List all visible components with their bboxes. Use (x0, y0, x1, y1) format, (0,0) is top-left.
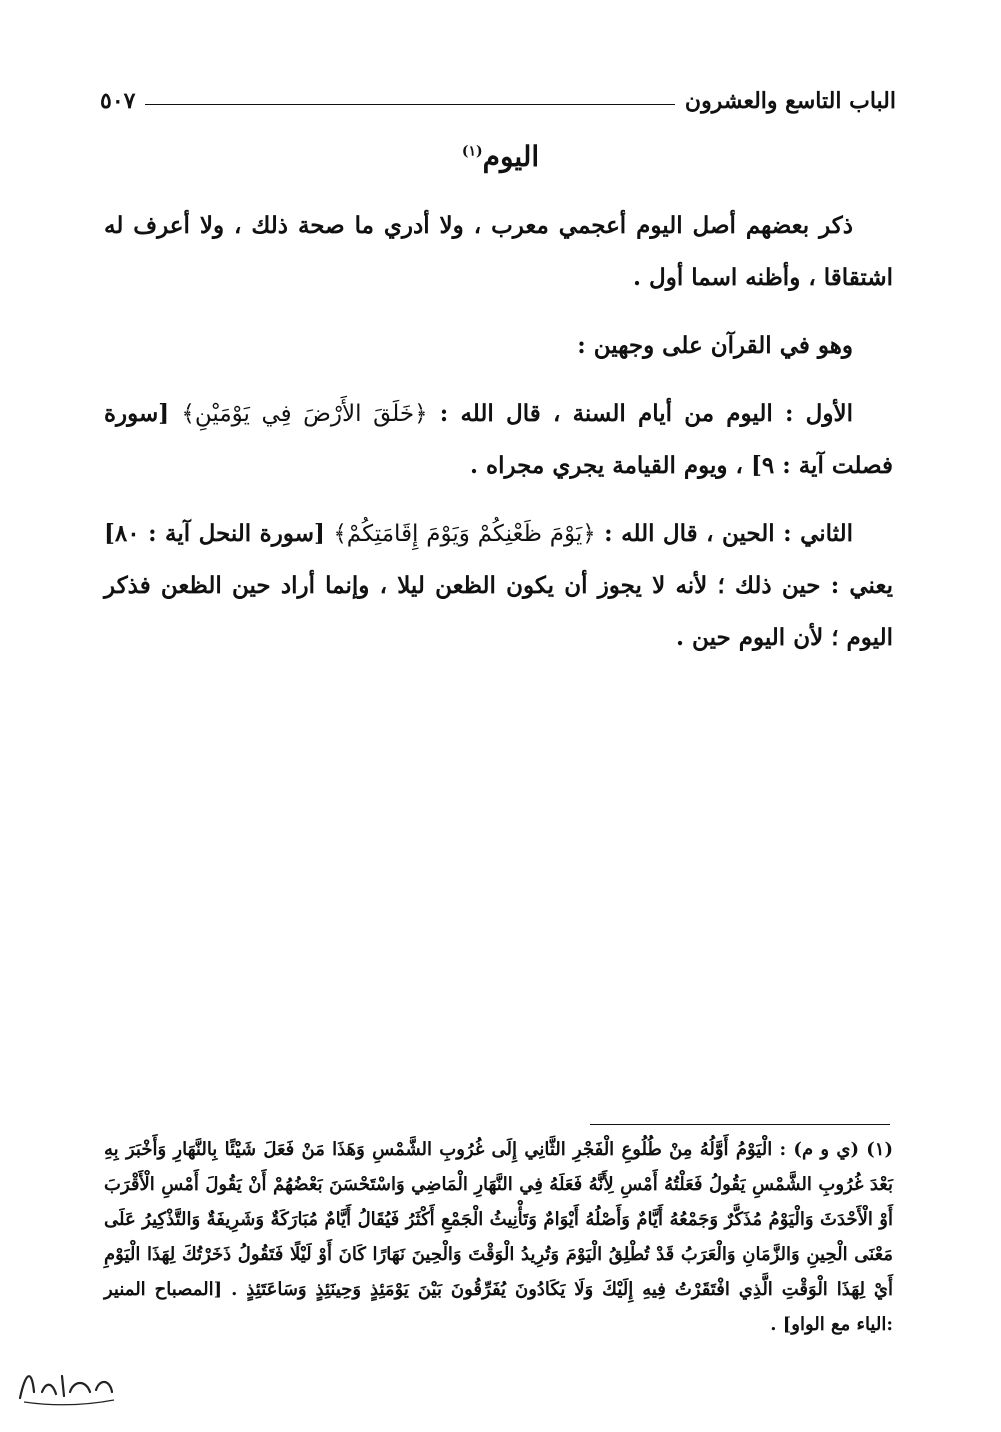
footnote (104, 1132, 893, 1342)
page-number: ٥٠٧ (100, 88, 136, 114)
paragraph-intro (104, 200, 893, 304)
entry-title-text: اليوم (482, 140, 540, 173)
entry-title (0, 140, 1001, 173)
paragraph-first-meaning (104, 388, 893, 492)
footnote-marker: (١) (461, 143, 483, 160)
footnote-rule (590, 1124, 890, 1125)
meaning-lead: الأول (805, 400, 853, 427)
body-text (104, 200, 893, 680)
quran-quote: ﴿خَلَقَ الأَرْضَ فِي يَوْمَيْنِ﴾ (181, 401, 428, 427)
paragraph-aspects (104, 320, 893, 372)
meaning-lead: الثاني (800, 520, 853, 547)
quran-quote: ﴿يَوْمَ ظَعْنِكُمْ وَيَوْمَ إِقَامَتِكُمْ﴾ (333, 521, 596, 547)
logo-icon (12, 1362, 122, 1410)
paragraph-text: ذكر بعضهم أصل اليوم أعجمي معرب ، ولا أدري ما صحة ذلك ، ولا أعرف له اشتقاقا ، وأظنه اسما أول . (104, 212, 893, 291)
header-rule (145, 104, 674, 105)
footnote-text: (١) (ي و م) : الْيَوْمُ أَوَّلُهُ مِنْ طُلُوعِ الْفَجْرِ الثَّانِي إِلَى غُرُوبِ الشَّمْسِ وَهَذَا مَنْ فَعَلَ شَيْئًا بِالنَّهَارِ وَأَخْبَرَ بِهِ بَعْدَ غُرُوبِ الشَّمْسِ يَقُولُ فَعَلْتُهُ أَمْسِ لِأَنَّهُ فَعَلَهُ فِي النَّهَارِ الْمَاضِي وَاسْتَحْسَنَ بَعْضُهُمْ أَنْ يَقُولَ أَمْسِ الْأَقْرَبَ أَوْ الْأَحْدَثَ وَالْيَوْمُ مُذَكَّرٌ وَجَمْعُهُ أَيَّامٌ وَأَصْلُهُ أَيْوَامٌ وَتَأْنِيثُ الْجَمْعِ أَكْثَرُ فَيُقَالُ أَيَّامٌ مُبَارَكَةٌ وَشَرِيفَةٌ وَالتَّذْكِيرُ عَلَى مَعْنَى الْحِينِ وَالزَّمَانِ وَالْعَرَبُ قَدْ تُطْلِقُ الْيَوْمَ وَتُرِيدُ الْوَقْتَ وَالْحِينَ نَهَارًا كَانَ أَوْ لَيْلًا فَتَقُولُ ذَخَرْتُكَ لِهَذَا الْيَوْمِ أَيْ لِهَذَا الْوَقْتِ الَّذِي افْتَقَرْتُ فِيهِ إِلَيْكَ وَلَا يَكَادُونَ يُفَرِّقُونَ بَيْنَ يَوْمَئِذٍ وَحِينَئِذٍ وَسَاعَتَئِذٍ . [المصباح المنير :الياء مع الواو] . (104, 1139, 893, 1335)
paragraph-text: : الحين ، قال الله : (595, 520, 801, 547)
paragraph-text: : اليوم من أيام السنة ، قال الله : (427, 400, 806, 427)
running-head (100, 84, 896, 118)
paragraph-text: وهو في القرآن على وجهين : (577, 332, 853, 359)
chapter-heading: الباب التاسع والعشرون (684, 88, 896, 114)
paragraph-text: [سورة فصلت آية : ٩] ، ويوم القيامة يجري مجراه . (104, 400, 893, 479)
paragraph-text: [سورة النحل آية : ٨٠] يعني : حين ذلك ؛ لأنه لا يجوز أن يكون الظعن ليلا ، وإنما أراد حين الظعن فذكر اليوم ؛ لأن اليوم حين . (104, 520, 893, 651)
paragraph-second-meaning (104, 508, 893, 664)
